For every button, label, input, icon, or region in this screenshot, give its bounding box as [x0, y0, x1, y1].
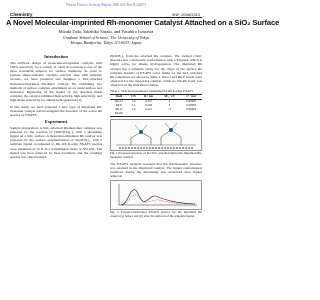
figure-1-caption: Fig. 1 Proposed structure of the SiO₂-attached molecular-imprinted Rh-monomer catalyst. — [110, 150, 202, 159]
running-head: Photon Factory Activity Report 2006 #24 Part B (2007) — [65, 3, 147, 7]
table-cell: 0.237 — [145, 99, 153, 104]
authors: Mizuki Tada, Takehiko Sasaki, and Yasuhiro Iwasawa — [58, 29, 154, 34]
table-cell: 0.00003 — [186, 103, 197, 108]
ft-exafs-plot — [111, 181, 201, 209]
intro-paragraph-2: In this study, we have prepared a new type of imprinted Rh-monomer catalyst and investigated the structure of the active Rh species by EXAFS. — [10, 104, 102, 117]
figure-2 — [110, 180, 202, 210]
intro-paragraph-1: The artificial design of molecular-recognition catalysts with 100% selectivity for a variety of catalytic reactions is one of the most wonderful subjects for surface chemistry. In order to prepare shape-selective catalytic reaction sites with template cavities, we have prepared and designed a SiO₂-attached molecular-imprinted Rh-dimer catalyst. By combining two methods of surface complex attachment on an oxide surface and molecular imprinting of the ligand of the attached metal complex, the catalyst exhibited high activity, high selectivity, and high shape selectivity for alkene hydrogenation [1]. — [10, 60, 102, 103]
left-column — [10, 54, 102, 161]
table-cell: 0.215 — [145, 107, 153, 112]
paper-title: A Novel Molecular-imprinted Rh-monomer Catalyst Attached on a SiO₂ Surface — [6, 18, 280, 27]
affiliation-line-2: Hongo, Bunkyo-ku, Tokyo 113-0033, Japan — [70, 40, 142, 45]
table-cell: 0.00005 — [186, 99, 197, 104]
intro-heading: Introduction — [44, 54, 68, 59]
table-cell — [181, 112, 202, 116]
right-column — [110, 54, 202, 219]
affiliation-line-1: Graduate School of Science, The University of Tokyo — [62, 35, 150, 40]
section-label: Chemistry — [10, 12, 33, 17]
experiment-heading: Experiment — [44, 119, 68, 125]
table-cell — [139, 112, 158, 116]
table-cell: 2 — [168, 103, 171, 108]
results-paragraph-1: P(OCH₃)₃ from the attached Rh complex. The formed cavity structure has a molecular conformation with a P ligand, which is highly active for alkene hydrogenation. The imprinted Rh catalyst has a template cavity for the shape of the surface Rh complex. Results of EXAFS curve fitting for the SiO₂-attached Rh complexes are shown in Table 1. Rh-Cl and Rh-P bonds were observed for the supported catalyst, while no Rh-Rh bond was observed on the imprinted catalyst. — [110, 54, 202, 88]
table-cell: 1.0 — [131, 99, 136, 104]
table-cell — [128, 112, 139, 116]
table-cell: 1.6 — [131, 107, 136, 112]
table-cell: Rh-P — [115, 103, 123, 108]
table-header: CN — [131, 94, 136, 99]
table-cell: 0.226 — [145, 103, 153, 108]
table-row — [110, 112, 202, 116]
table-cell: 0.00002 — [186, 107, 197, 112]
table-header: Shell — [115, 94, 123, 99]
results-paragraph-2: The EXAFS analysis revealed that the Rh-monomer structure was retained in the imprinted catalyst. The ligand conformation produced during the imprinting was preserved after ligand removal. — [110, 161, 202, 179]
table-cell: 2.1 — [131, 103, 136, 108]
table-cell: Rh-Cl — [115, 99, 123, 104]
table-cell: -3 — [168, 107, 171, 112]
table-cell: 4 — [168, 99, 171, 104]
table-cell: Rh-O — [115, 107, 123, 112]
report-number: 3NF, 2006G310 — [171, 12, 200, 17]
table-header: σ² / nm² — [186, 94, 197, 99]
table-cell — [158, 112, 181, 116]
experiment-paragraph: Sample preparation: A SiO₂-attached Rh-monomer complex was prepared by the reaction of [RhCl(CO)₂]₂ with a phosphine ligand on a SiO₂ surface. A molecular-imprinted Rh catalyst was prepared by the surface polymerization of Si(OCH₃)₄ with a template ligand coordinated to Rh. Rh K-edge EXAFS spectra were measured at 15 K in a transmission mode at NW10A. The ligand was then removed by heat treatment, and the resulting species was characterized. — [10, 125, 102, 160]
figure-2-caption: Fig. 2 Fourier-transformed EXAFS spectra for the imprinted Rh catalyst (a) before and (b) after the removal of the template ligand. — [110, 210, 202, 219]
table-header: ΔE₀ / eV — [163, 94, 175, 99]
exafs-table — [110, 94, 202, 117]
structure-diagram — [111, 120, 201, 150]
table-cell: Rh-Rh — [114, 111, 124, 116]
table-caption: Table 1. Structural parameters determined by Rh K-edge EXAFS — [110, 88, 194, 93]
table-header: R / nm — [144, 94, 154, 99]
figure-1 — [110, 119, 202, 151]
